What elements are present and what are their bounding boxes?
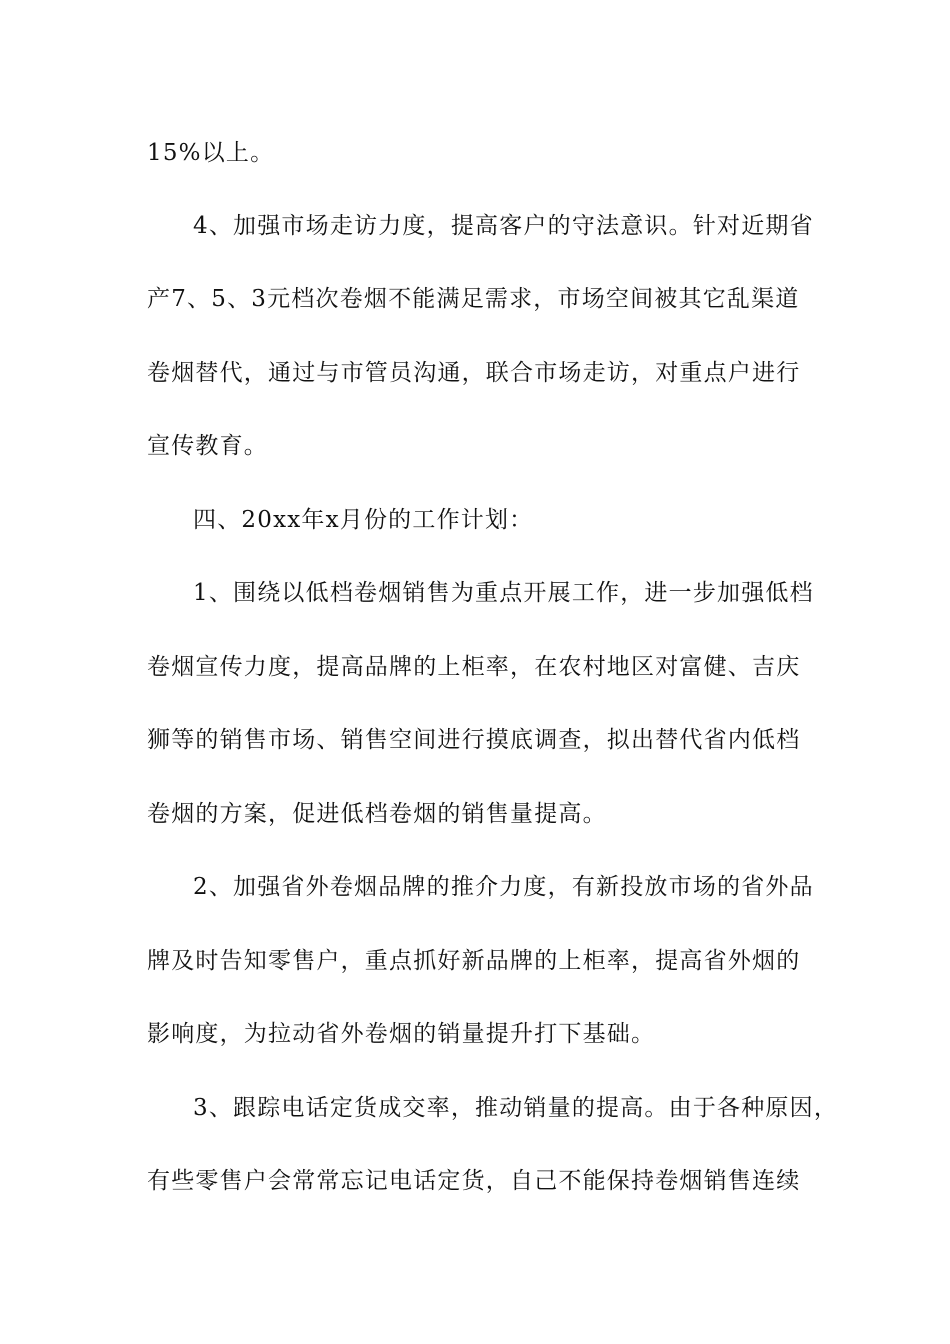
paragraph-line: 1、围绕以低档卷烟销售为重点开展工作，进一步加强低档	[193, 580, 814, 606]
paragraph-line: 4、加强市场走访力度，提高客户的守法意识。针对近期省	[193, 213, 814, 239]
paragraph-line: 狮等的销售市场、销售空间进行摸底调查，拟出替代省内低档	[147, 727, 801, 753]
paragraph-line: 卷烟替代，通过与市管员沟通，联合市场走访，对重点户进行	[147, 360, 801, 386]
paragraph-line: 影响度，为拉动省外卷烟的销量提升打下基础。	[147, 1021, 656, 1047]
paragraph-line: 宣传教育。	[147, 433, 268, 459]
paragraph-line: 牌及时告知零售户，重点抓好新品牌的上柜率，提高省外烟的	[147, 948, 801, 974]
paragraph-line: 卷烟的方案，促进低档卷烟的销售量提高。	[147, 801, 607, 827]
paragraph-line: 卷烟宣传力度，提高品牌的上柜率，在农村地区对富健、吉庆	[147, 654, 801, 680]
paragraph-line: 3、跟踪电话定货成交率，推动销量的提高。由于各种原因，	[193, 1095, 839, 1121]
paragraph-line: 15%以上。	[147, 140, 275, 166]
paragraph-line: 2、加强省外卷烟品牌的推介力度，有新投放市场的省外品	[193, 874, 814, 900]
paragraph-line: 有些零售户会常常忘记电话定货，自己不能保持卷烟销售连续	[147, 1168, 801, 1194]
section-heading: 四、20xx年x月份的工作计划：	[193, 507, 534, 533]
paragraph-line: 产7、5、3元档次卷烟不能满足需求，市场空间被其它乱渠道	[147, 286, 800, 312]
